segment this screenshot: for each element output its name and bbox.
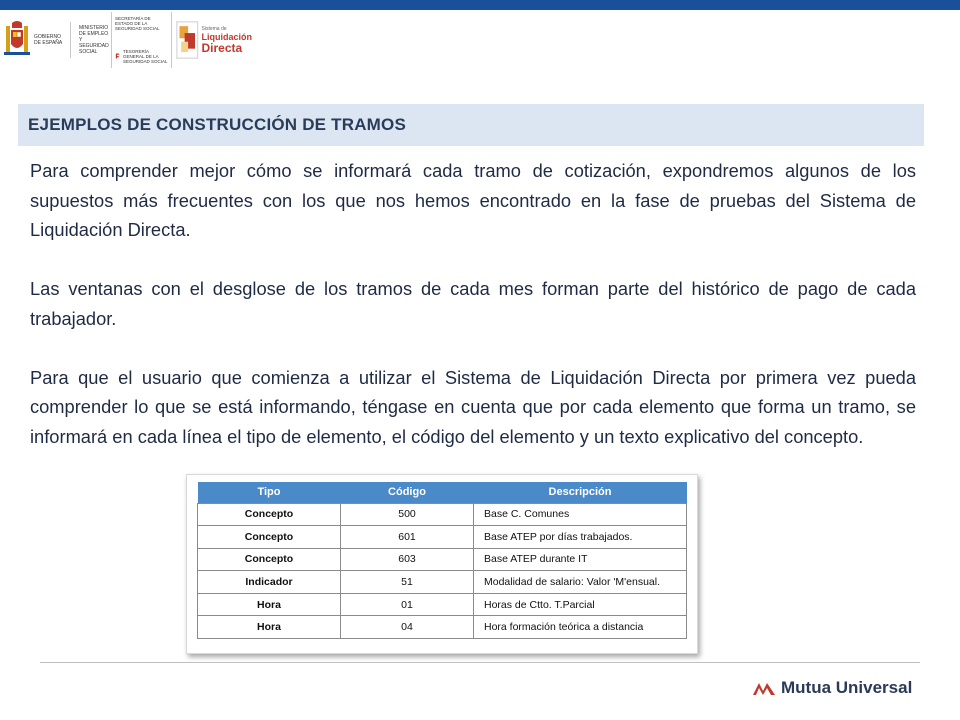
sld-line-2: Liquidación (201, 32, 252, 42)
sld-line-3: Directa (201, 41, 243, 55)
column-header-descripcion: Descripción (474, 482, 687, 503)
cell-descripcion: Hora formación teórica a distancia (474, 616, 687, 639)
table-row (198, 526, 687, 549)
tramos-table (197, 482, 687, 639)
paragraph: Para comprender mejor cómo se informará cada tramo de cotización, expondremos algunos de los supuestos más frecuentes con los que nos hemos encontrado en la fase de pruebas del Sistema de Liquidación Directa. (30, 160, 916, 240)
cell-codigo: 04 (341, 616, 474, 639)
mutua-universal-icon (752, 679, 776, 697)
cell-tipo: Concepto (198, 526, 341, 549)
section-title-band (18, 104, 924, 146)
ministry-text: MINISTERIO DE EMPLEO Y SEGURIDAD SOCIAL (79, 25, 109, 55)
brand-name: Mutua Universal (781, 678, 913, 697)
cell-descripcion: Base ATEP por días trabajados. (474, 526, 687, 549)
table-row (198, 503, 687, 526)
cell-codigo: 500 (341, 503, 474, 526)
cell-descripcion: Modalidad de salario: Valor 'M'ensual. (474, 571, 687, 594)
body-text (30, 156, 916, 451)
column-header-codigo: Código (341, 482, 474, 503)
cell-descripcion: Base C. Comunes (474, 503, 687, 526)
cell-tipo: Hora (198, 593, 341, 616)
mutua-universal-logo (752, 678, 912, 698)
secretary-text: SECRETARÍA DE ESTADO DE LA SEGURIDAD SOCIAL (115, 16, 160, 31)
cell-tipo: Hora (198, 616, 341, 639)
government-logo (0, 12, 112, 68)
cell-codigo: 51 (341, 571, 474, 594)
sld-logo-icon (176, 18, 199, 62)
coat-of-arms-icon (4, 20, 30, 60)
tgss-text: TESORERÍA GENERAL DE LA SEGURIDAD SOCIAL (123, 48, 168, 64)
column-header-tipo: Tipo (198, 482, 341, 503)
sld-line-1: Sistema de (201, 26, 227, 32)
table-row (198, 593, 687, 616)
seguridad-social-logo (112, 12, 172, 68)
table-row (198, 571, 687, 594)
table-row (198, 548, 687, 571)
section-title: EJEMPLOS DE CONSTRUCCIÓN DE TRAMOS (28, 115, 406, 134)
header-logos (0, 12, 252, 68)
cell-codigo: 01 (341, 593, 474, 616)
table-row (198, 616, 687, 639)
cell-codigo: 601 (341, 526, 474, 549)
cell-descripcion: Horas de Ctto. T.Parcial (474, 593, 687, 616)
cell-descripcion: Base ATEP durante IT (474, 548, 687, 571)
paragraph: Las ventanas con el desglose de los tramos de cada mes forman parte del histórico de pago de cada trabajador. (30, 278, 916, 329)
cell-codigo: 603 (341, 548, 474, 571)
tgss-icon (115, 48, 120, 64)
government-text: GOBIERNO DE ESPAÑA (34, 34, 63, 46)
cell-tipo: Indicador (198, 571, 341, 594)
top-accent-bar (0, 0, 960, 10)
tramos-table-screenshot (186, 474, 698, 654)
sistema-liquidacion-logo (172, 12, 252, 68)
footer-divider (40, 662, 920, 663)
table-header-row (198, 482, 687, 503)
cell-tipo: Concepto (198, 548, 341, 571)
paragraph: Para que el usuario que comienza a utilizar el Sistema de Liquidación Directa por primera vez pueda comprender lo que se está informando, téngase en cuenta que por cada elemento que forma un tramo, se informará en cada línea el tipo de elemento, el código del elemento y un texto explicativo del concepto. (30, 366, 916, 447)
cell-tipo: Concepto (198, 503, 341, 526)
